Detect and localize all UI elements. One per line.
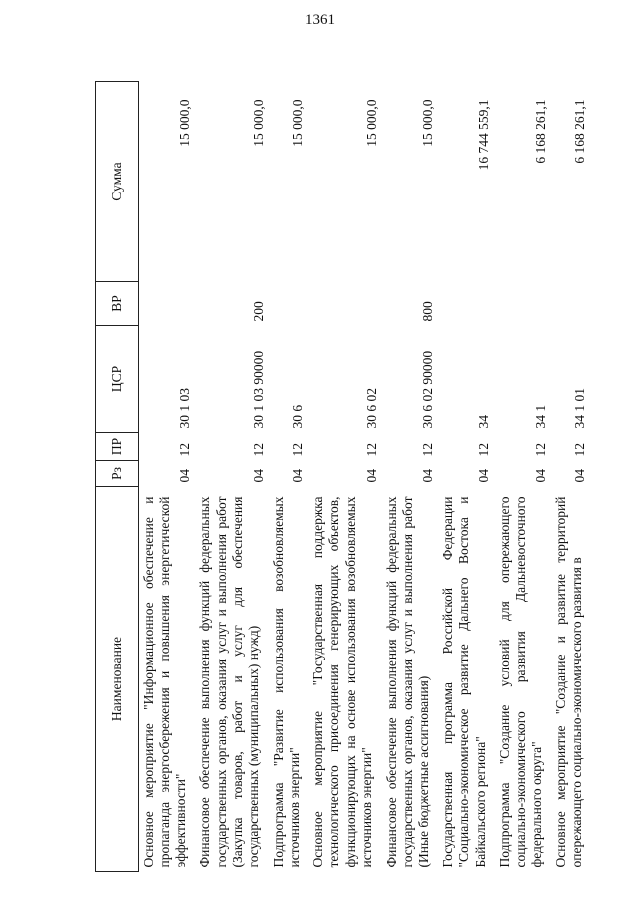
row-csr: 30 6 02 90000 xyxy=(420,350,436,429)
row-pr: 12 xyxy=(420,443,436,457)
table-header xyxy=(96,82,139,872)
row-name: Основное мероприятие "Информационное обеспечение и пропаганда энергосбережения и повышения энергетической эффективности" xyxy=(141,496,189,868)
row-rz: 04 xyxy=(476,469,492,483)
row-vr xyxy=(495,282,551,326)
table-row xyxy=(495,82,551,872)
table-row xyxy=(139,82,196,872)
table-body xyxy=(139,82,591,872)
header-name: Наименование xyxy=(96,487,139,872)
row-rz: 04 xyxy=(571,469,587,483)
table-row xyxy=(195,82,269,872)
row-name: Подпрограмма "Развитие использования возобновляемых источников энергии" xyxy=(271,496,303,868)
table-row xyxy=(269,82,308,872)
row-sum: 6 168 261,1 xyxy=(571,99,587,164)
row-pr: 12 xyxy=(289,443,305,457)
row-rz: 04 xyxy=(363,469,379,483)
row-csr: 30 6 xyxy=(289,404,305,429)
row-vr: 200 xyxy=(250,301,266,322)
header-sum: Сумма xyxy=(96,82,139,282)
row-vr xyxy=(139,282,196,326)
page-number: 1361 xyxy=(305,12,335,28)
row-pr: 12 xyxy=(532,443,548,457)
table-row xyxy=(308,82,382,872)
row-name: Финансовое обеспечение выполнения функций федеральных государственных органов, оказания услуг и выполнения работ (Закупка товаров, работ и услуг для обеспечения государственных (муниципальных) нужд) xyxy=(197,496,261,868)
table-row xyxy=(551,82,590,872)
row-rz: 04 xyxy=(250,469,266,483)
row-vr xyxy=(269,282,308,326)
row-pr: 12 xyxy=(250,443,266,457)
row-sum: 15 000,0 xyxy=(420,99,436,147)
row-sum: 15 000,0 xyxy=(177,99,193,147)
row-csr: 34 1 01 xyxy=(571,388,587,429)
header-rz: Рз xyxy=(96,461,139,487)
row-csr: 30 6 02 xyxy=(363,388,379,429)
budget-table xyxy=(95,81,590,872)
table-row xyxy=(382,82,438,872)
row-csr: 30 1 03 90000 xyxy=(250,350,266,429)
header-vr: ВР xyxy=(96,282,139,326)
row-pr: 12 xyxy=(177,443,193,457)
header-csr: ЦСР xyxy=(96,326,139,433)
row-name: Основное мероприятие "Создание и развитие территорий опережающего социально-экономического развития в xyxy=(552,496,585,868)
row-csr: 34 1 xyxy=(532,404,548,429)
row-sum: 6 168 261,1 xyxy=(532,99,548,164)
row-name: Подпрограмма "Создание условий для опережающего социально-экономического развития Дальневосточного федерального округа" xyxy=(496,496,544,868)
row-pr: 12 xyxy=(363,443,379,457)
row-rz: 04 xyxy=(420,469,436,483)
row-vr xyxy=(438,282,494,326)
row-name: Государственная программа Российской Федерации "Социально-экономическое развитие Дальнего Востока и Байкальского региона" xyxy=(440,496,488,868)
row-csr: 34 xyxy=(476,415,492,429)
row-sum: 15 000,0 xyxy=(289,99,305,147)
row-pr: 12 xyxy=(476,443,492,457)
row-rz: 04 xyxy=(289,469,305,483)
table-row xyxy=(438,82,494,872)
row-sum: 16 744 559,1 xyxy=(476,99,492,171)
row-sum: 15 000,0 xyxy=(250,99,266,147)
rotated-table-wrapper xyxy=(95,82,590,872)
row-pr: 12 xyxy=(571,443,587,457)
row-name: Финансовое обеспечение выполнения функций федеральных государственных органов, оказания услуг и выполнения работ (Иные бюджетные ассигнования) xyxy=(383,496,432,868)
header-pr: ПР xyxy=(96,433,139,461)
row-sum: 15 000,0 xyxy=(363,99,379,147)
row-rz: 04 xyxy=(177,469,193,483)
row-vr xyxy=(551,282,590,326)
row-vr: 800 xyxy=(420,301,436,322)
row-name: Основное мероприятие "Государственная поддержка технологического присоединения генерирующих объектов, функционирующих на основе использования возобновляемых источников энергии" xyxy=(310,496,374,868)
row-csr: 30 1 03 xyxy=(177,388,193,429)
row-vr xyxy=(308,282,382,326)
row-rz: 04 xyxy=(532,469,548,483)
